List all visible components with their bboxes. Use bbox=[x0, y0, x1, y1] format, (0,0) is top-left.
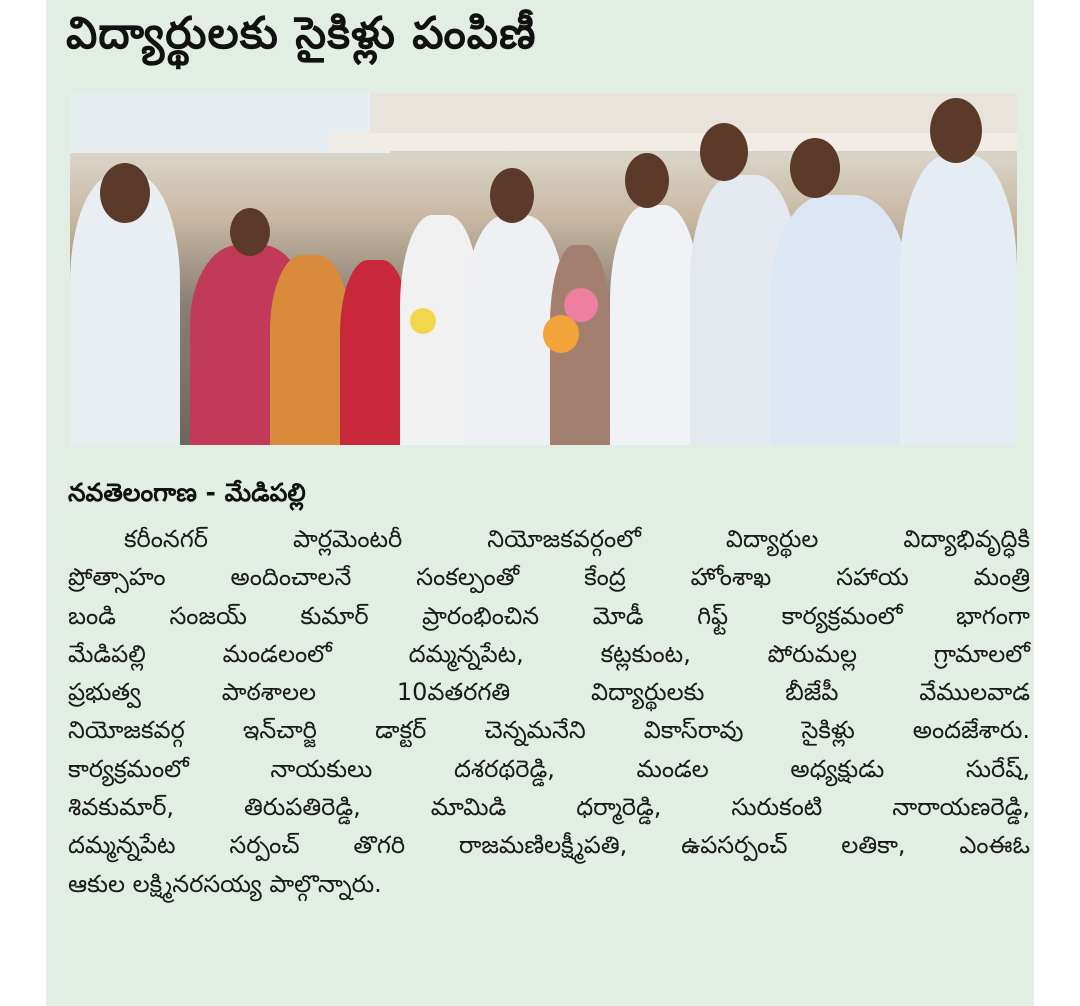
article-line: ఆకుల లక్ష్మినరసయ్య పాల్గొన్నారు. bbox=[68, 869, 382, 898]
article-body bbox=[68, 520, 1030, 903]
article-line: నియోజకవర్గ ఇన్‌చార్జి డాక్టర్ చెన్నమనేని వికాస్‌రావు సైకిళ్లు అందజేశారు. bbox=[68, 716, 1030, 745]
photo-face bbox=[100, 163, 150, 223]
photo-face bbox=[625, 153, 669, 208]
headline: విద్యార్థులకు సైకిళ్లు పంపిణీ bbox=[66, 8, 537, 59]
photo-face bbox=[490, 168, 534, 223]
article-line: శివకుమార్, తిరుపతిరెడ్డి, మామిడి ధర్మారెడ్డి, సురుకంటి నారాయణరెడ్డి, bbox=[68, 793, 1030, 822]
photo-face bbox=[790, 138, 840, 198]
newspaper-clipping bbox=[46, 0, 1034, 1006]
photo-balloon bbox=[410, 308, 436, 334]
article-line: ప్రభుత్వ పాఠశాలల 10వతరగతి విద్యార్థులకు బీజేపీ వేములవాడ bbox=[68, 678, 1030, 707]
dateline: నవతెలంగాణ - మేడిపల్లి bbox=[68, 478, 306, 507]
photo-awning bbox=[330, 133, 1017, 151]
article-line: దమ్మన్నపేట సర్పంచ్ తొగరి రాజమణిలక్ష్మీపతి, ఉపసర్పంచ్ లతికా, ఎంఈఓ bbox=[68, 831, 1030, 860]
photo-person bbox=[270, 255, 350, 445]
article-line: మేడిపల్లి మండలంలో దమ్మన్నపేట, కట్లకుంట, పోరుమల్ల గ్రామాలలో bbox=[68, 639, 1030, 668]
article-line: ప్రోత్సాహం అందించాలనే సంకల్పంతో కేంద్ర హోంశాఖ సహాయ మంత్రి bbox=[68, 563, 1030, 592]
photo-face bbox=[930, 98, 982, 163]
article-line: బండి సంజయ్ కుమార్ ప్రారంభించిన మోడీ గిఫ్ట్ కార్యక్రమంలో భాగంగా bbox=[68, 601, 1030, 630]
photo-face bbox=[700, 123, 748, 181]
photo-person bbox=[610, 205, 700, 445]
photo-balloon bbox=[564, 288, 598, 322]
photo-person bbox=[770, 195, 910, 445]
news-photo bbox=[70, 93, 1017, 445]
photo-face bbox=[230, 208, 270, 256]
photo-person bbox=[900, 155, 1017, 445]
article-line: కరీంనగర్ పార్లమెంటరీ నియోజకవర్గంలో విద్యార్థుల విద్యాభివృద్ధికి bbox=[124, 525, 1030, 553]
article-line: కార్యక్రమంలో నాయకులు దశరథరెడ్డి, మండల అధ్యక్షుడు సురేష్, bbox=[68, 754, 1030, 783]
